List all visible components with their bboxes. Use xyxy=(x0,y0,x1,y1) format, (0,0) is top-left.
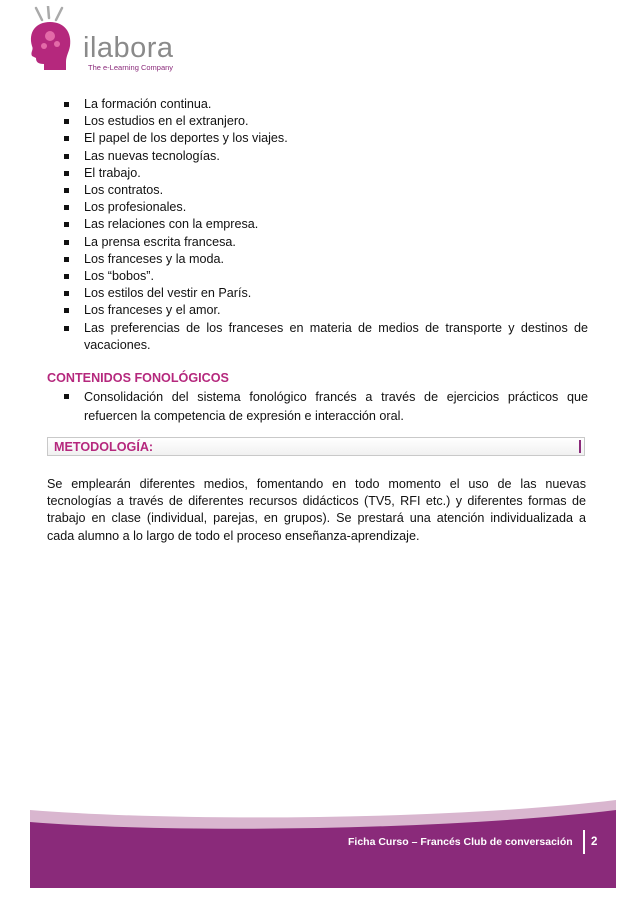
list-item: Las relaciones con la empresa. xyxy=(62,216,588,233)
list-item: Los “bobos”. xyxy=(62,268,588,285)
list-item: Las nuevas tecnologías. xyxy=(62,148,588,165)
methodology-heading: METODOLOGÍA: xyxy=(54,440,154,454)
list-item: Los profesionales. xyxy=(62,199,588,216)
list-item: Consolidación del sistema fonológico francés a través de ejercicios prácticos que refuercen la competencia de expresión e interacción oral. xyxy=(62,388,588,426)
list-item: El trabajo. xyxy=(62,165,588,182)
phonology-heading: CONTENIDOS FONOLÓGICOS xyxy=(47,371,229,385)
list-item: La prensa escrita francesa. xyxy=(62,234,588,251)
head-icon xyxy=(22,6,82,72)
list-item: La formación continua. xyxy=(62,96,588,113)
company-logo xyxy=(22,6,172,72)
list-item: Los franceses y el amor. xyxy=(62,302,588,319)
heading-accent-bar xyxy=(579,440,581,453)
list-item: Los contratos. xyxy=(62,182,588,199)
list-item: Los franceses y la moda. xyxy=(62,251,588,268)
page-number: 2 xyxy=(591,836,598,848)
methodology-heading-box xyxy=(47,437,585,456)
methodology-paragraph: Se emplearán diferentes medios, fomentando en todo momento el uso de las nuevas tecnologías a través de diferentes recursos didácticos (TV5, RFI etc.) y diferentes formas de trabajo en clase (individual, parejas, en grupos). Se prestará una atención individualizada a cada alumno a lo largo de todo el proceso enseñanza-aprendizaje. xyxy=(47,477,586,543)
list-item: Los estudios en el extranjero. xyxy=(62,113,588,130)
logo-wordmark: ilabora xyxy=(83,32,174,64)
topic-list xyxy=(62,96,588,354)
footer-divider xyxy=(583,830,585,854)
logo-tagline: The e-Learning Company xyxy=(88,63,174,72)
phonology-list xyxy=(62,388,588,426)
footer-course-title: Ficha Curso – Francés Club de conversación xyxy=(348,836,573,848)
list-item: Las preferencias de los franceses en materia de medios de transporte y destinos de vacaciones. xyxy=(62,320,588,354)
list-item: El papel de los deportes y los viajes. xyxy=(62,130,588,147)
list-item: Los estilos del vestir en París. xyxy=(62,285,588,302)
